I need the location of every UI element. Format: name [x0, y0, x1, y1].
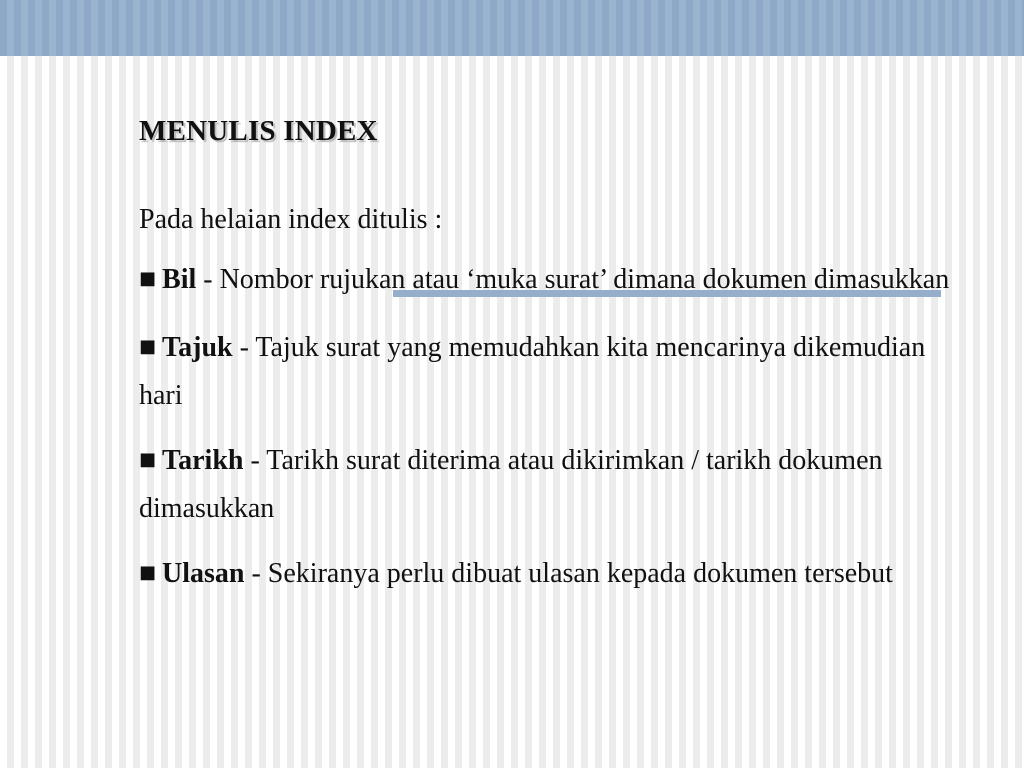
bullet-item-tarikh: [139, 438, 969, 531]
intro-text: Pada helaian index ditulis :: [139, 204, 443, 235]
square-bullet-icon: ■: [139, 449, 157, 470]
bullet-description: - Tajuk surat yang memudahkan kita mencarinya dikemudian hari: [139, 332, 947, 411]
square-bullet-icon: ■: [139, 268, 157, 289]
top-decorative-bar: [0, 0, 1024, 56]
bullet-item-bil: [139, 257, 969, 305]
square-bullet-icon: ■: [139, 336, 157, 357]
square-bullet-icon: ■: [139, 562, 157, 583]
bullet-term: Tarikh: [162, 445, 244, 476]
slide-content: [139, 112, 969, 599]
bullet-term: Tajuk: [162, 332, 233, 363]
slide-title: MENULIS INDEX: [139, 115, 378, 147]
bullet-term: Ulasan: [162, 558, 245, 589]
bullet-description: - Nombor rujukan atau ‘muka surat’ dimana dokumen dimasukkan: [196, 264, 950, 295]
bullet-item-tajuk: [139, 325, 969, 418]
bullet-item-ulasan: [139, 551, 969, 599]
bullet-term: Bil: [162, 264, 197, 295]
bullet-description: - Sekiranya perlu dibuat ulasan kepada dokumen tersebut: [244, 558, 893, 589]
bullet-description: - Tarikh surat diterima atau dikirimkan / tarikh dokumen dimasukkan: [139, 445, 883, 524]
